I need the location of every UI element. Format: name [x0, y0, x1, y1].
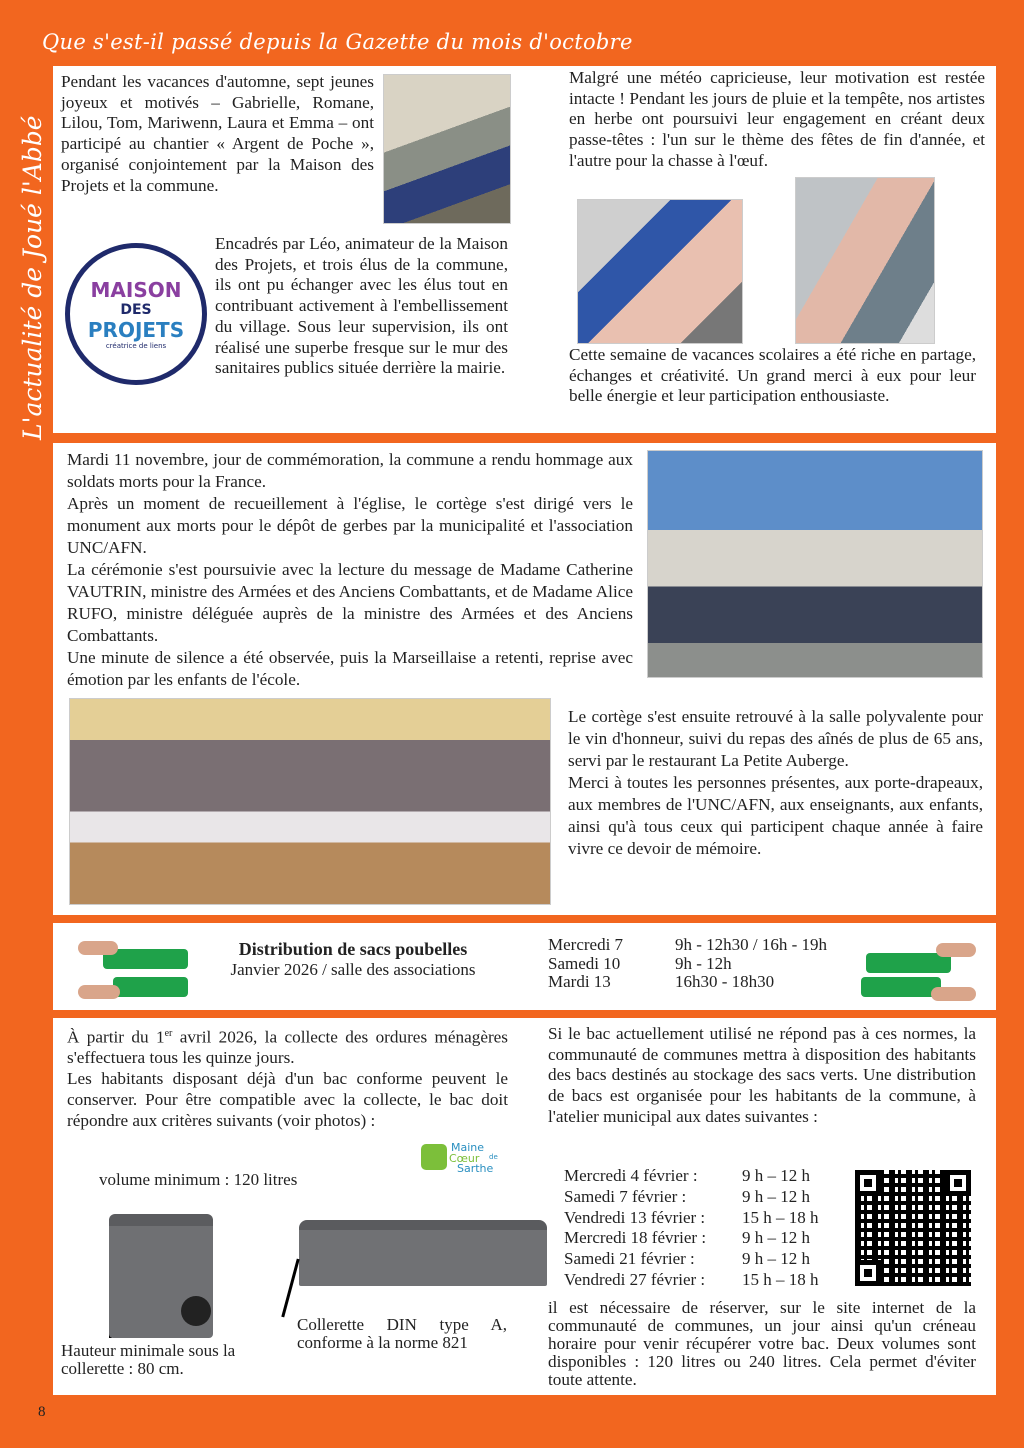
schedule-row: Mercredi 4 février : 9 h – 12 h: [564, 1166, 810, 1185]
side-title: L'actualité de Joué l'Abbé: [18, 115, 47, 440]
text-collar: Collerette DIN type A, conforme à la norme 821: [297, 1315, 507, 1352]
text-vin-honneur: Le cortège s'est ensuite retrouvé à la salle polyvalente pour le vin d'honneur, suivi du repas des aînés de plus de 65 ans, servi par le restaurant La Petite Auberge. Merci à toutes les personnes présentes, aux porte-drapeaux, aux membres de l'UNC/AFN, aux enseignants, aux enfants, ainsi qu'à tous ceux qui participent chaque année à faire vivre ce devoir de mémoire.: [568, 707, 983, 858]
schedule-row: Vendredi 27 février : 15 h – 18 h: [564, 1269, 819, 1289]
photo-fresque: [383, 74, 511, 224]
schedule-row: Samedi 10 9h - 12h: [548, 953, 732, 973]
text-intro: Pendant les vacances d'automne, sept jeunes joyeux et motivés – Gabrielle, Romane, Lilou, Tom, Mariwenn, Laura et Emma – ont participé au chantier « Argent de Poche », organisé conjointement par la Maison des Projets et la commune.: [61, 72, 374, 195]
maison-des-projets-logo: MAISON DES PROJETS créatrice de liens: [65, 243, 207, 385]
schedule-row: Samedi 21 février : 9 h – 12 h: [564, 1249, 810, 1269]
schedule-row: Samedi 7 février : 9 h – 12 h: [564, 1186, 810, 1206]
text-height: Hauteur minimale sous la collerette : 80 cm.: [61, 1341, 236, 1378]
text-encadres: Encadrés par Léo, animateur de la Maison des Projets, et trois élus de la commune, ils ont pu échanger avec les élus tout en contribuant activement à l'embellissement du village. Sous leur supervision, ils ont réalisé une superbe fresque sur le mur des sanitaires publics située derrière la mairie.: [215, 234, 508, 378]
distribution-schedule: [548, 936, 827, 992]
page-title: Que s'est-il passé depuis la Gazette du mois d'octobre: [42, 30, 633, 54]
photo-passe-tete-2: [795, 177, 935, 344]
text-volume: volume minimum : 120 litres: [99, 1170, 298, 1189]
arrow-collar-icon: [281, 1259, 299, 1318]
schedule-row: Mardi 13 16h30 - 18h30: [548, 972, 775, 991]
distribution-subtitle: Janvier 2026 / salle des associations: [230, 960, 476, 979]
photo-repas-aines: [69, 698, 551, 905]
panel-argent-de-poche: [53, 66, 996, 433]
panel-collecte: [53, 1018, 996, 1395]
photo-monument: [647, 450, 983, 678]
distribution-title: Distribution de sacs poubelles: [238, 939, 468, 959]
text-bacs: Si le bac actuellement utilisé ne répond pas à ces normes, la communauté de communes mettra à disposition des habitants des bacs destinés au stockage des sacs verts. Une distribution de bacs est organisée pour les habitants de la commune, à l'atelier municipal aux dates suivantes :: [548, 1024, 976, 1126]
panel-11-novembre: [53, 443, 996, 915]
text-collecte: À partir du 1er avril 2026, la collecte des ordures ménagères s'effectuera tous les quinze jours. Les habitants disposant déjà d'un bac conforme peuvent le conserver. Pour être compatible avec la collecte, le bac doit répondre aux critères suivants (voir photos) :: [67, 1027, 508, 1130]
maine-coeur-de-sarthe-logo: Maine Cœur de Sarthe: [421, 1140, 511, 1176]
grey-bin-large-image: [299, 1220, 547, 1286]
schedule-row: Mercredi 18 février : 9 h – 12 h: [564, 1228, 810, 1248]
bac-schedule: [564, 1166, 819, 1291]
green-bags-image-left: [78, 933, 188, 1001]
text-merci: Cette semaine de vacances scolaires a été riche en partage, échanges et créativité. Un grand merci à eux pour leur belle énergie et leur participation enthousiaste.: [569, 345, 976, 406]
text-meteo: Malgré une météo capricieuse, leur motivation est restée intacte ! Pendant les jours de pluie et la tempête, nos artistes en herbe ont poursuivi leur engagement en créant deux passe-têtes : l'un sur le thème des fêtes de fin d'année, et l'autre pour la chasse à l'œuf.: [569, 68, 985, 170]
qr-code[interactable]: [855, 1170, 971, 1286]
panel-sacs-poubelles: [53, 923, 996, 1010]
text-ceremonie: Mardi 11 novembre, jour de commémoration, la commune a rendu hommage aux soldats morts pour la France. Après un moment de recueillement à l'église, le cortège s'est dirigé vers le monument aux morts pour le dépôt de gerbes par la municipalité et l'association UNC/AFN. La cérémonie s'est poursuivie avec la lecture du message de Madame Catherine VAUTRIN, ministre des Armées et des Anciens Combattants, et de Madame Alice RUFO, ministre déléguée auprès de la ministre des Armées et des Anciens Combattants. Une minute de silence a été observée, puis la Marseillaise a retenti, reprise avec émotion par les enfants de l'école.: [67, 450, 633, 689]
schedule-row: Mercredi 7 9h - 12h30 / 16h - 19h: [548, 935, 828, 954]
page-number: 8: [38, 1404, 46, 1420]
schedule-row: Vendredi 13 février : 15 h – 18 h: [564, 1207, 819, 1227]
green-bags-image-right: [861, 933, 976, 1001]
text-reservation: il est nécessaire de réserver, sur le site internet de la communauté de communes, un jour ainsi qu'un créneau horaire pour venir récupérer votre bac. Deux volumes sont disponibles : 120 litres ou 240 litres. Cela permet d'éviter toute attente.: [548, 1298, 976, 1389]
photo-passe-tete-1: [577, 199, 743, 344]
